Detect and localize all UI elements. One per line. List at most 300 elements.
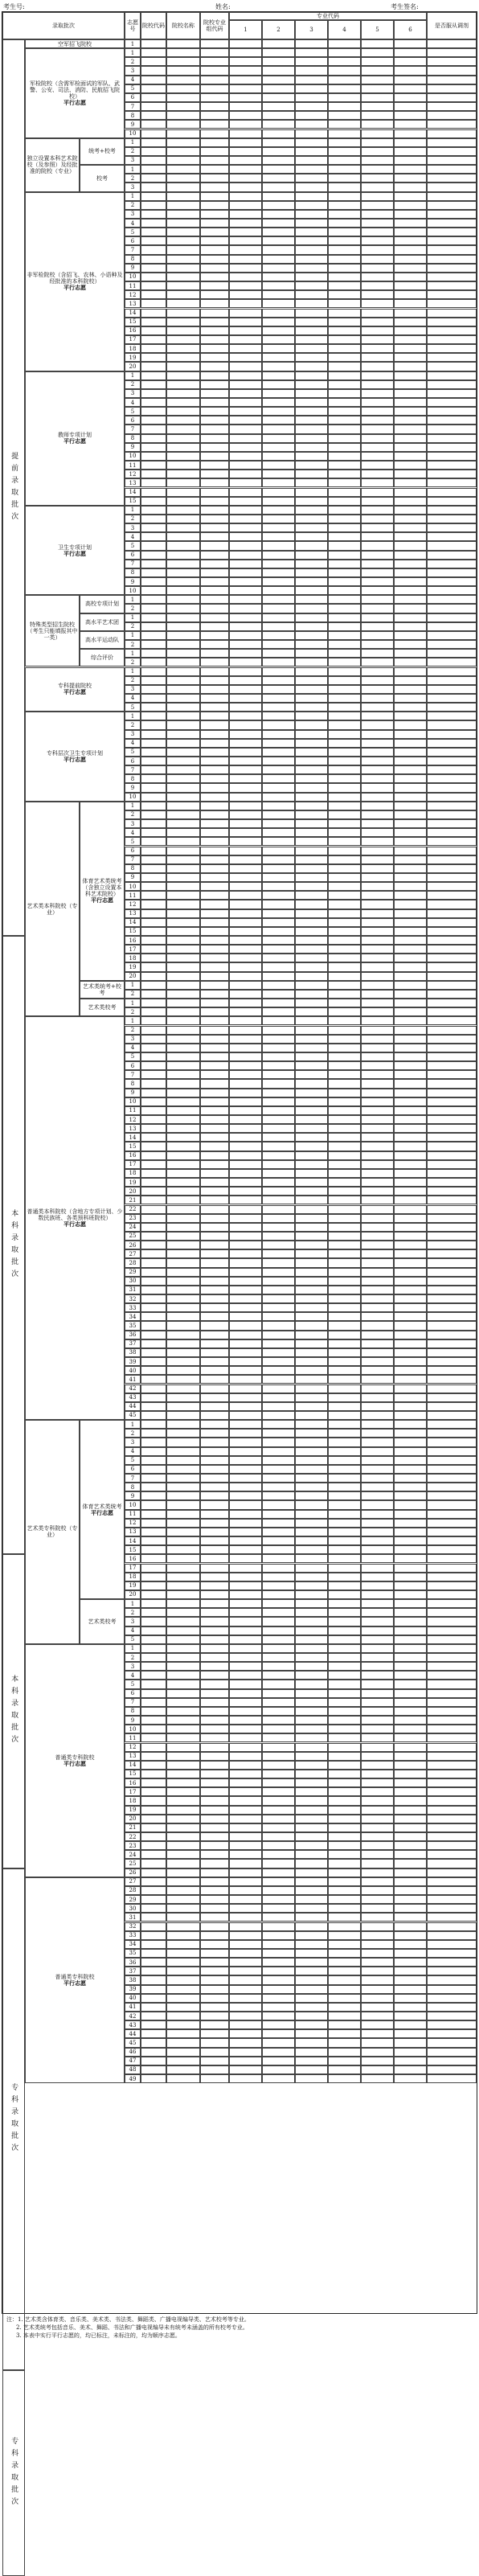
major-code-cell[interactable] bbox=[229, 389, 262, 398]
major-code-cell[interactable] bbox=[295, 523, 328, 532]
school-code-cell[interactable] bbox=[141, 1268, 166, 1277]
major-code-cell[interactable] bbox=[262, 443, 295, 452]
major-code-cell[interactable] bbox=[295, 1044, 328, 1052]
major-code-cell[interactable] bbox=[361, 362, 394, 371]
major-code-cell[interactable] bbox=[328, 1375, 361, 1384]
major-code-cell[interactable] bbox=[295, 1268, 328, 1277]
major-code-cell[interactable] bbox=[262, 1994, 295, 2003]
major-code-cell[interactable] bbox=[394, 649, 427, 658]
major-code-cell[interactable] bbox=[262, 255, 295, 264]
adjust-cell[interactable] bbox=[427, 1940, 477, 1949]
adjust-cell[interactable] bbox=[427, 219, 477, 228]
major-code-cell[interactable] bbox=[262, 470, 295, 478]
major-code-cell[interactable] bbox=[229, 604, 262, 613]
group-code-cell[interactable] bbox=[200, 1787, 229, 1796]
school-name-cell[interactable] bbox=[166, 560, 200, 568]
major-code-cell[interactable] bbox=[229, 1832, 262, 1841]
group-code-cell[interactable] bbox=[200, 1089, 229, 1097]
school-code-cell[interactable] bbox=[141, 1258, 166, 1267]
major-code-cell[interactable] bbox=[394, 1491, 427, 1500]
major-code-cell[interactable] bbox=[394, 1626, 427, 1635]
major-code-cell[interactable] bbox=[394, 219, 427, 228]
major-code-cell[interactable] bbox=[394, 712, 427, 720]
major-code-cell[interactable] bbox=[295, 2074, 328, 2083]
school-name-cell[interactable] bbox=[166, 909, 200, 918]
major-code-cell[interactable] bbox=[229, 1035, 262, 1044]
school-name-cell[interactable] bbox=[166, 1904, 200, 1913]
major-code-cell[interactable] bbox=[262, 1573, 295, 1581]
major-code-cell[interactable] bbox=[229, 353, 262, 362]
major-code-cell[interactable] bbox=[394, 873, 427, 882]
adjust-cell[interactable] bbox=[427, 434, 477, 443]
adjust-cell[interactable] bbox=[427, 1268, 477, 1277]
school-name-cell[interactable] bbox=[166, 1626, 200, 1635]
major-code-cell[interactable] bbox=[394, 210, 427, 219]
major-code-cell[interactable] bbox=[328, 335, 361, 344]
major-code-cell[interactable] bbox=[394, 730, 427, 739]
major-code-cell[interactable] bbox=[394, 1035, 427, 1044]
major-code-cell[interactable] bbox=[328, 1169, 361, 1178]
major-code-cell[interactable] bbox=[262, 855, 295, 864]
adjust-cell[interactable] bbox=[427, 515, 477, 523]
school-code-cell[interactable] bbox=[141, 2074, 166, 2083]
school-name-cell[interactable] bbox=[166, 299, 200, 308]
major-code-cell[interactable] bbox=[262, 1187, 295, 1196]
major-code-cell[interactable] bbox=[328, 1097, 361, 1106]
school-code-cell[interactable] bbox=[141, 245, 166, 254]
school-name-cell[interactable] bbox=[166, 532, 200, 541]
major-code-cell[interactable] bbox=[328, 712, 361, 720]
adjust-cell[interactable] bbox=[427, 972, 477, 981]
major-code-cell[interactable] bbox=[229, 918, 262, 927]
school-code-cell[interactable] bbox=[141, 1429, 166, 1438]
adjust-cell[interactable] bbox=[427, 245, 477, 254]
group-code-cell[interactable] bbox=[200, 828, 229, 837]
major-code-cell[interactable] bbox=[262, 1949, 295, 1958]
major-code-cell[interactable] bbox=[262, 174, 295, 183]
major-code-cell[interactable] bbox=[262, 76, 295, 84]
group-code-cell[interactable] bbox=[200, 1975, 229, 1984]
major-code-cell[interactable] bbox=[295, 192, 328, 201]
major-code-cell[interactable] bbox=[262, 1007, 295, 1016]
group-code-cell[interactable] bbox=[200, 640, 229, 649]
major-code-cell[interactable] bbox=[328, 783, 361, 792]
major-code-cell[interactable] bbox=[295, 398, 328, 407]
school-name-cell[interactable] bbox=[166, 891, 200, 900]
major-code-cell[interactable] bbox=[262, 1922, 295, 1931]
major-code-cell[interactable] bbox=[361, 1232, 394, 1241]
school-name-cell[interactable] bbox=[166, 165, 200, 174]
major-code-cell[interactable] bbox=[229, 76, 262, 84]
major-code-cell[interactable] bbox=[262, 694, 295, 703]
school-name-cell[interactable] bbox=[166, 1743, 200, 1752]
major-code-cell[interactable] bbox=[361, 66, 394, 75]
major-code-cell[interactable] bbox=[328, 640, 361, 649]
major-code-cell[interactable] bbox=[295, 1483, 328, 1491]
school-name-cell[interactable] bbox=[166, 2020, 200, 2029]
adjust-cell[interactable] bbox=[427, 551, 477, 560]
school-name-cell[interactable] bbox=[166, 407, 200, 416]
group-code-cell[interactable] bbox=[200, 1733, 229, 1742]
major-code-cell[interactable] bbox=[229, 1178, 262, 1187]
major-code-cell[interactable] bbox=[229, 1823, 262, 1832]
major-code-cell[interactable] bbox=[295, 1205, 328, 1214]
major-code-cell[interactable] bbox=[229, 972, 262, 981]
major-code-cell[interactable] bbox=[328, 1420, 361, 1429]
major-code-cell[interactable] bbox=[295, 730, 328, 739]
major-code-cell[interactable] bbox=[328, 488, 361, 497]
school-code-cell[interactable] bbox=[141, 712, 166, 720]
major-code-cell[interactable] bbox=[229, 156, 262, 165]
school-code-cell[interactable] bbox=[141, 703, 166, 712]
major-code-cell[interactable] bbox=[361, 1465, 394, 1474]
major-code-cell[interactable] bbox=[229, 1339, 262, 1348]
major-code-cell[interactable] bbox=[262, 111, 295, 120]
major-code-cell[interactable] bbox=[328, 1519, 361, 1528]
group-code-cell[interactable] bbox=[200, 1420, 229, 1429]
major-code-cell[interactable] bbox=[361, 290, 394, 299]
major-code-cell[interactable] bbox=[262, 1097, 295, 1106]
major-code-cell[interactable] bbox=[394, 309, 427, 318]
school-code-cell[interactable] bbox=[141, 1366, 166, 1375]
major-code-cell[interactable] bbox=[328, 864, 361, 873]
school-name-cell[interactable] bbox=[166, 757, 200, 765]
major-code-cell[interactable] bbox=[361, 1752, 394, 1761]
major-code-cell[interactable] bbox=[328, 1868, 361, 1877]
adjust-cell[interactable] bbox=[427, 1796, 477, 1805]
major-code-cell[interactable] bbox=[394, 165, 427, 174]
major-code-cell[interactable] bbox=[262, 416, 295, 425]
major-code-cell[interactable] bbox=[262, 649, 295, 658]
group-code-cell[interactable] bbox=[200, 864, 229, 873]
major-code-cell[interactable] bbox=[262, 515, 295, 523]
major-code-cell[interactable] bbox=[361, 1536, 394, 1545]
major-code-cell[interactable] bbox=[361, 84, 394, 93]
major-code-cell[interactable] bbox=[262, 2038, 295, 2047]
major-code-cell[interactable] bbox=[361, 1599, 394, 1608]
school-name-cell[interactable] bbox=[166, 595, 200, 604]
school-code-cell[interactable] bbox=[141, 1151, 166, 1160]
school-name-cell[interactable] bbox=[166, 1733, 200, 1742]
adjust-cell[interactable] bbox=[427, 183, 477, 191]
major-code-cell[interactable] bbox=[394, 2020, 427, 2029]
group-code-cell[interactable] bbox=[200, 1474, 229, 1483]
group-code-cell[interactable] bbox=[200, 793, 229, 802]
major-code-cell[interactable] bbox=[328, 685, 361, 694]
group-code-cell[interactable] bbox=[200, 1519, 229, 1528]
adjust-cell[interactable] bbox=[427, 1787, 477, 1796]
adjust-cell[interactable] bbox=[427, 1743, 477, 1752]
adjust-cell[interactable] bbox=[427, 2020, 477, 2029]
major-code-cell[interactable] bbox=[361, 147, 394, 156]
major-code-cell[interactable] bbox=[229, 1895, 262, 1904]
school-name-cell[interactable] bbox=[166, 847, 200, 855]
major-code-cell[interactable] bbox=[295, 1796, 328, 1805]
school-code-cell[interactable] bbox=[141, 389, 166, 398]
school-code-cell[interactable] bbox=[141, 1689, 166, 1698]
school-code-cell[interactable] bbox=[141, 765, 166, 774]
major-code-cell[interactable] bbox=[394, 819, 427, 828]
major-code-cell[interactable] bbox=[328, 981, 361, 990]
major-code-cell[interactable] bbox=[229, 739, 262, 748]
major-code-cell[interactable] bbox=[229, 1393, 262, 1402]
school-name-cell[interactable] bbox=[166, 1052, 200, 1061]
adjust-cell[interactable] bbox=[427, 1089, 477, 1097]
major-code-cell[interactable] bbox=[262, 318, 295, 326]
major-code-cell[interactable] bbox=[361, 1035, 394, 1044]
adjust-cell[interactable] bbox=[427, 730, 477, 739]
adjust-cell[interactable] bbox=[427, 855, 477, 864]
group-code-cell[interactable] bbox=[200, 1868, 229, 1877]
major-code-cell[interactable] bbox=[262, 434, 295, 443]
major-code-cell[interactable] bbox=[229, 1564, 262, 1573]
major-code-cell[interactable] bbox=[328, 1707, 361, 1716]
major-code-cell[interactable] bbox=[361, 1895, 394, 1904]
major-code-cell[interactable] bbox=[262, 1608, 295, 1617]
major-code-cell[interactable] bbox=[361, 1241, 394, 1249]
major-code-cell[interactable] bbox=[328, 1124, 361, 1133]
major-code-cell[interactable] bbox=[328, 389, 361, 398]
major-code-cell[interactable] bbox=[262, 1106, 295, 1115]
adjust-cell[interactable] bbox=[427, 586, 477, 595]
school-code-cell[interactable] bbox=[141, 1241, 166, 1249]
major-code-cell[interactable] bbox=[229, 774, 262, 783]
major-code-cell[interactable] bbox=[295, 1133, 328, 1142]
school-code-cell[interactable] bbox=[141, 1823, 166, 1832]
group-code-cell[interactable] bbox=[200, 712, 229, 720]
school-name-cell[interactable] bbox=[166, 1868, 200, 1877]
major-code-cell[interactable] bbox=[295, 1474, 328, 1483]
adjust-cell[interactable] bbox=[427, 1564, 477, 1573]
adjust-cell[interactable] bbox=[427, 1752, 477, 1761]
school-name-cell[interactable] bbox=[166, 2065, 200, 2074]
major-code-cell[interactable] bbox=[295, 1707, 328, 1716]
major-code-cell[interactable] bbox=[229, 1761, 262, 1770]
group-code-cell[interactable] bbox=[200, 1662, 229, 1671]
group-code-cell[interactable] bbox=[200, 470, 229, 478]
major-code-cell[interactable] bbox=[361, 48, 394, 57]
school-name-cell[interactable] bbox=[166, 765, 200, 774]
group-code-cell[interactable] bbox=[200, 1545, 229, 1554]
major-code-cell[interactable] bbox=[328, 1348, 361, 1357]
major-code-cell[interactable] bbox=[361, 1456, 394, 1465]
major-code-cell[interactable] bbox=[361, 470, 394, 478]
school-name-cell[interactable] bbox=[166, 264, 200, 273]
major-code-cell[interactable] bbox=[328, 2029, 361, 2038]
major-code-cell[interactable] bbox=[361, 1447, 394, 1456]
major-code-cell[interactable] bbox=[295, 1689, 328, 1698]
major-code-cell[interactable] bbox=[361, 138, 394, 147]
major-code-cell[interactable] bbox=[394, 1859, 427, 1868]
school-name-cell[interactable] bbox=[166, 326, 200, 335]
school-code-cell[interactable] bbox=[141, 667, 166, 676]
major-code-cell[interactable] bbox=[229, 1474, 262, 1483]
school-code-cell[interactable] bbox=[141, 1035, 166, 1044]
school-code-cell[interactable] bbox=[141, 1178, 166, 1187]
school-code-cell[interactable] bbox=[141, 2003, 166, 2012]
major-code-cell[interactable] bbox=[361, 837, 394, 846]
major-code-cell[interactable] bbox=[394, 389, 427, 398]
major-code-cell[interactable] bbox=[361, 1644, 394, 1653]
major-code-cell[interactable] bbox=[229, 309, 262, 318]
major-code-cell[interactable] bbox=[394, 936, 427, 945]
school-name-cell[interactable] bbox=[166, 129, 200, 138]
major-code-cell[interactable] bbox=[262, 1483, 295, 1491]
major-code-cell[interactable] bbox=[361, 1061, 394, 1070]
group-code-cell[interactable] bbox=[200, 129, 229, 138]
adjust-cell[interactable] bbox=[427, 1608, 477, 1617]
major-code-cell[interactable] bbox=[262, 165, 295, 174]
school-code-cell[interactable] bbox=[141, 1877, 166, 1886]
major-code-cell[interactable] bbox=[394, 972, 427, 981]
school-code-cell[interactable] bbox=[141, 1904, 166, 1913]
major-code-cell[interactable] bbox=[361, 873, 394, 882]
major-code-cell[interactable] bbox=[361, 1214, 394, 1223]
major-code-cell[interactable] bbox=[262, 309, 295, 318]
group-code-cell[interactable] bbox=[200, 201, 229, 210]
group-code-cell[interactable] bbox=[200, 1599, 229, 1608]
school-name-cell[interactable] bbox=[166, 972, 200, 981]
major-code-cell[interactable] bbox=[361, 541, 394, 550]
school-code-cell[interactable] bbox=[141, 506, 166, 515]
group-code-cell[interactable] bbox=[200, 577, 229, 586]
major-code-cell[interactable] bbox=[361, 1904, 394, 1913]
school-code-cell[interactable] bbox=[141, 1070, 166, 1079]
adjust-cell[interactable] bbox=[427, 488, 477, 497]
major-code-cell[interactable] bbox=[361, 1331, 394, 1339]
school-code-cell[interactable] bbox=[141, 855, 166, 864]
major-code-cell[interactable] bbox=[295, 936, 328, 945]
major-code-cell[interactable] bbox=[361, 658, 394, 667]
major-code-cell[interactable] bbox=[262, 1680, 295, 1688]
major-code-cell[interactable] bbox=[394, 192, 427, 201]
major-code-cell[interactable] bbox=[295, 1241, 328, 1249]
major-code-cell[interactable] bbox=[328, 147, 361, 156]
major-code-cell[interactable] bbox=[262, 1196, 295, 1204]
major-code-cell[interactable] bbox=[295, 2057, 328, 2065]
major-code-cell[interactable] bbox=[262, 1662, 295, 1671]
adjust-cell[interactable] bbox=[427, 1456, 477, 1465]
major-code-cell[interactable] bbox=[361, 586, 394, 595]
school-code-cell[interactable] bbox=[141, 918, 166, 927]
major-code-cell[interactable] bbox=[361, 793, 394, 802]
major-code-cell[interactable] bbox=[328, 66, 361, 75]
adjust-cell[interactable] bbox=[427, 335, 477, 344]
major-code-cell[interactable] bbox=[328, 918, 361, 927]
major-code-cell[interactable] bbox=[394, 228, 427, 236]
major-code-cell[interactable] bbox=[394, 658, 427, 667]
major-code-cell[interactable] bbox=[328, 1877, 361, 1886]
major-code-cell[interactable] bbox=[295, 1733, 328, 1742]
major-code-cell[interactable] bbox=[229, 425, 262, 433]
major-code-cell[interactable] bbox=[295, 2065, 328, 2074]
adjust-cell[interactable] bbox=[427, 1698, 477, 1707]
major-code-cell[interactable] bbox=[361, 1070, 394, 1079]
major-code-cell[interactable] bbox=[361, 192, 394, 201]
major-code-cell[interactable] bbox=[394, 685, 427, 694]
major-code-cell[interactable] bbox=[229, 712, 262, 720]
major-code-cell[interactable] bbox=[262, 1886, 295, 1895]
group-code-cell[interactable] bbox=[200, 380, 229, 389]
major-code-cell[interactable] bbox=[328, 1536, 361, 1545]
major-code-cell[interactable] bbox=[328, 1321, 361, 1330]
major-code-cell[interactable] bbox=[295, 954, 328, 962]
major-code-cell[interactable] bbox=[262, 1447, 295, 1456]
major-code-cell[interactable] bbox=[394, 523, 427, 532]
group-code-cell[interactable] bbox=[200, 1644, 229, 1653]
major-code-cell[interactable] bbox=[361, 551, 394, 560]
group-code-cell[interactable] bbox=[200, 1258, 229, 1267]
group-code-cell[interactable] bbox=[200, 1554, 229, 1563]
school-code-cell[interactable] bbox=[141, 129, 166, 138]
major-code-cell[interactable] bbox=[262, 523, 295, 532]
major-code-cell[interactable] bbox=[361, 1357, 394, 1366]
major-code-cell[interactable] bbox=[229, 1608, 262, 1617]
adjust-cell[interactable] bbox=[427, 1859, 477, 1868]
group-code-cell[interactable] bbox=[200, 290, 229, 299]
major-code-cell[interactable] bbox=[394, 1967, 427, 1975]
school-code-cell[interactable] bbox=[141, 757, 166, 765]
major-code-cell[interactable] bbox=[394, 1420, 427, 1429]
major-code-cell[interactable] bbox=[394, 1061, 427, 1070]
major-code-cell[interactable] bbox=[295, 66, 328, 75]
major-code-cell[interactable] bbox=[262, 981, 295, 990]
major-code-cell[interactable] bbox=[295, 219, 328, 228]
major-code-cell[interactable] bbox=[394, 1052, 427, 1061]
major-code-cell[interactable] bbox=[229, 954, 262, 962]
school-name-cell[interactable] bbox=[166, 1447, 200, 1456]
school-name-cell[interactable] bbox=[166, 1823, 200, 1832]
major-code-cell[interactable] bbox=[295, 1052, 328, 1061]
school-name-cell[interactable] bbox=[166, 1877, 200, 1886]
major-code-cell[interactable] bbox=[295, 1366, 328, 1375]
major-code-cell[interactable] bbox=[229, 264, 262, 273]
major-code-cell[interactable] bbox=[229, 407, 262, 416]
major-code-cell[interactable] bbox=[361, 1545, 394, 1554]
major-code-cell[interactable] bbox=[328, 1277, 361, 1286]
major-code-cell[interactable] bbox=[328, 1904, 361, 1913]
major-code-cell[interactable] bbox=[295, 1232, 328, 1241]
major-code-cell[interactable] bbox=[229, 1079, 262, 1088]
group-code-cell[interactable] bbox=[200, 1214, 229, 1223]
school-name-cell[interactable] bbox=[166, 1232, 200, 1241]
school-code-cell[interactable] bbox=[141, 1725, 166, 1733]
school-name-cell[interactable] bbox=[166, 1635, 200, 1644]
adjust-cell[interactable] bbox=[427, 1806, 477, 1815]
major-code-cell[interactable] bbox=[262, 1142, 295, 1151]
major-code-cell[interactable] bbox=[262, 1429, 295, 1438]
group-code-cell[interactable] bbox=[200, 1796, 229, 1805]
major-code-cell[interactable] bbox=[229, 1160, 262, 1169]
school-code-cell[interactable] bbox=[141, 864, 166, 873]
school-code-cell[interactable] bbox=[141, 990, 166, 999]
adjust-cell[interactable] bbox=[427, 371, 477, 380]
major-code-cell[interactable] bbox=[229, 201, 262, 210]
major-code-cell[interactable] bbox=[262, 828, 295, 837]
major-code-cell[interactable] bbox=[262, 819, 295, 828]
major-code-cell[interactable] bbox=[361, 1922, 394, 1931]
major-code-cell[interactable] bbox=[295, 1859, 328, 1868]
major-code-cell[interactable] bbox=[262, 1384, 295, 1393]
group-code-cell[interactable] bbox=[200, 1922, 229, 1931]
major-code-cell[interactable] bbox=[262, 1823, 295, 1832]
school-code-cell[interactable] bbox=[141, 1680, 166, 1688]
adjust-cell[interactable] bbox=[427, 2012, 477, 2020]
major-code-cell[interactable] bbox=[295, 1644, 328, 1653]
major-code-cell[interactable] bbox=[262, 1474, 295, 1483]
group-code-cell[interactable] bbox=[200, 506, 229, 515]
major-code-cell[interactable] bbox=[229, 326, 262, 335]
